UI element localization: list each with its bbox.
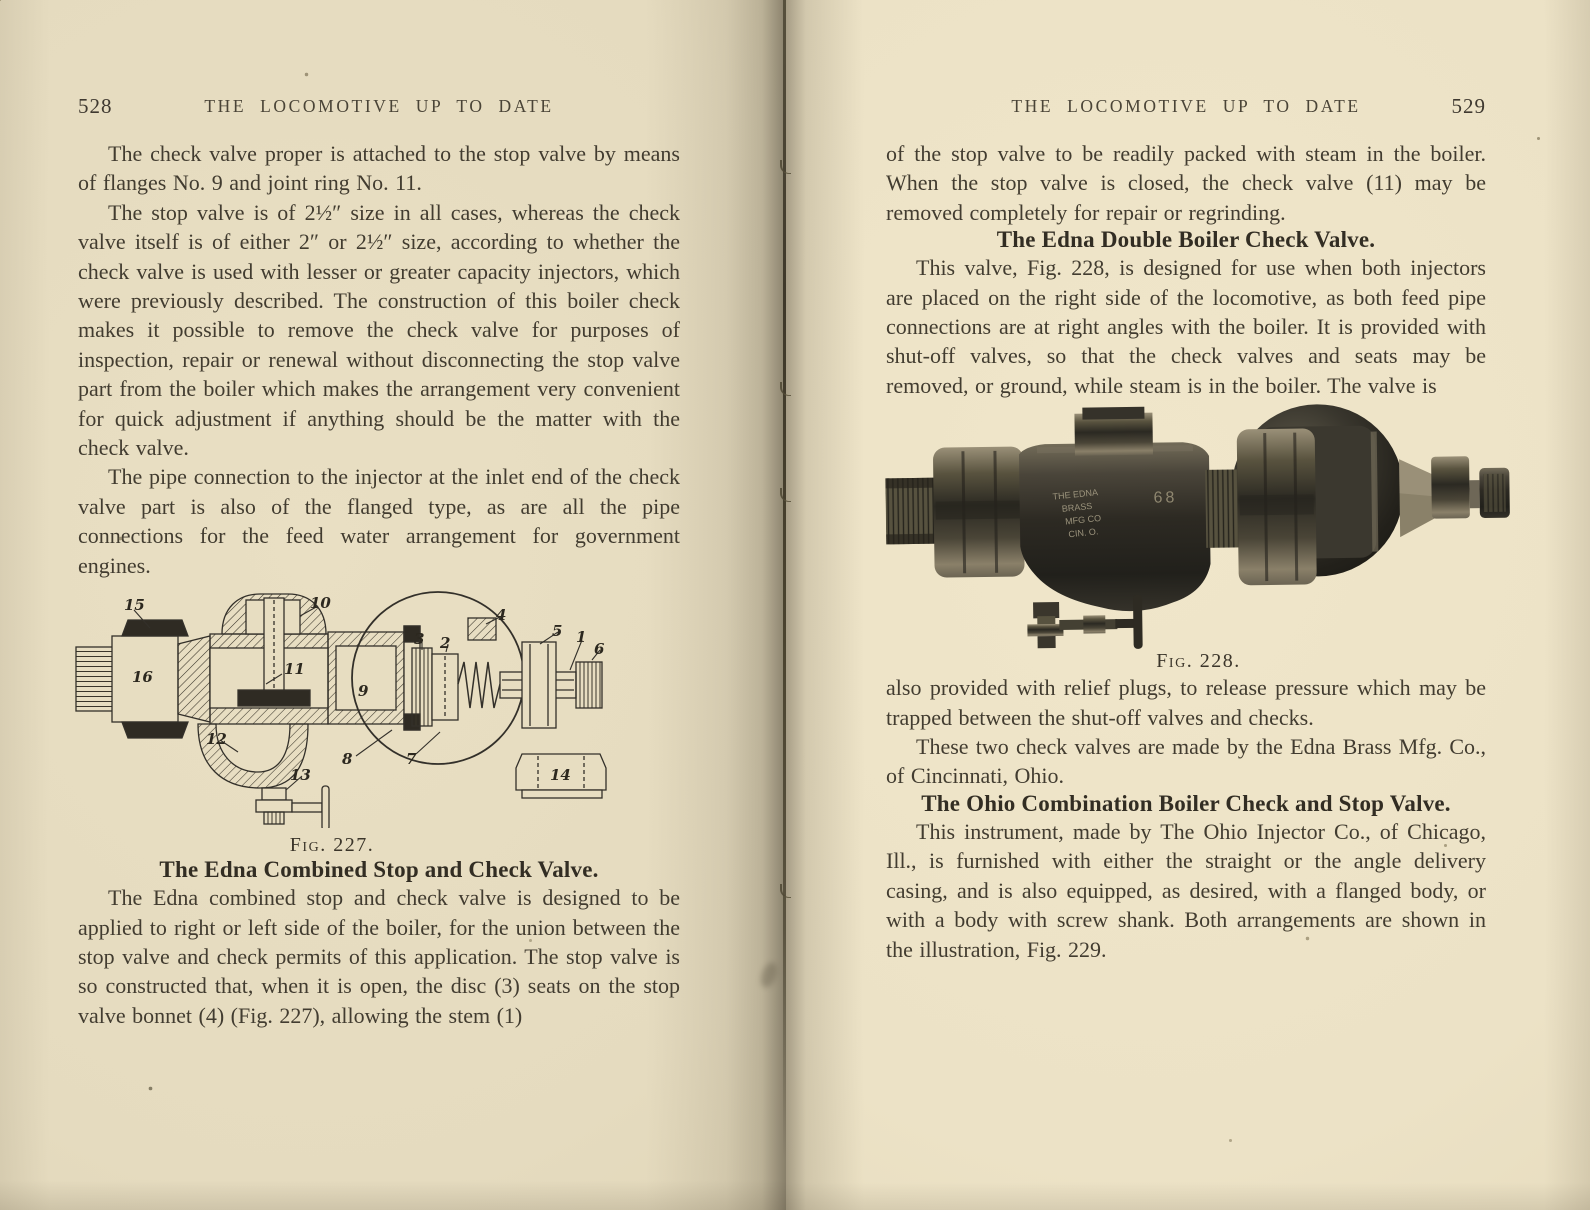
model-number-embossing: 68 — [1153, 489, 1178, 507]
paragraph: The Edna combined stop and check valve is designed to be applied to right or left side of the boiler, for the union between the stop valve and check permits of this application. The stop valve is so constructed that, when it is open, the disc (3) seats on the stop valve bonnet (4) (Fig. 227), allowing the stem (1) — [78, 885, 680, 1028]
text-column-left — [78, 139, 680, 1030]
figure-part-label: 1 — [576, 628, 587, 647]
svg-text:MFG CO: MFG CO — [1064, 513, 1102, 527]
paragraph: This valve, Fig. 228, is designed for use when both injectors are placed on the right side of the locomotive, as both feed pipe connections are at right angles with the boiler. It is provided with shut-off valves, so that the check valves and seats may be removed, or ground, while steam is in the boiler. The valve is — [886, 255, 1486, 398]
figure-part-label: 16 — [132, 668, 153, 687]
paragraph: The check valve proper is attached to the stop valve by means of flanges No. 9 and joint ring No. 11. — [78, 141, 680, 196]
paragraph: These two check valves are made by the Edna Brass Mfg. Co., of Cincinnati, Ohio. — [886, 734, 1486, 789]
figure-part-label: 5 — [552, 622, 563, 641]
text-column-right — [886, 139, 1486, 964]
paragraph: This instrument, made by The Ohio Injector Co., of Chicago, Ill., is furnished with either the straight or the angle delivery casing, and is also equipped, as desired, with a flanged body, or with a body with screw shank. Both arrangements are shown in the illustration, Fig. 229. — [886, 818, 1486, 962]
running-title-right: THE LOCOMOTIVE UP TO DATE — [1011, 96, 1361, 116]
figure-part-label: 8 — [342, 750, 353, 769]
figure-part-label: 9 — [358, 682, 369, 701]
figure-part-label: 6 — [594, 640, 605, 659]
section-heading-ohio-combination: The Ohio Combination Boiler Check and Stop Valve. — [921, 790, 1451, 816]
paragraph: The pipe connection to the injector at the inlet end of the check valve part is also of the flanged type, as are all the pipe connections for the feed water arrangement for government engines. — [78, 464, 680, 578]
paragraph: also provided with relief plugs, to release pressure which may be trapped between the shut-off valves and checks. — [886, 675, 1486, 730]
figure-227-cross-section — [78, 584, 618, 828]
figure-part-label: 14 — [550, 766, 571, 785]
binding-gutter-line — [783, 0, 786, 1160]
figure-part-label: 7 — [406, 750, 417, 769]
figure-part-label: 10 — [310, 594, 331, 613]
figure-part-label: 2 — [440, 634, 451, 653]
page-number-left: 528 — [78, 94, 113, 118]
page-right — [786, 0, 1590, 1210]
figure-part-label: 4 — [496, 606, 507, 625]
figure-part-label: 13 — [290, 766, 311, 785]
svg-text:THE EDNA: THE EDNA — [1052, 487, 1099, 502]
figure-227-labels — [70, 584, 610, 828]
paragraph: The stop valve is of 2½″ size in all cases, whereas the check valve itself is of either 2″ or 2½″ size, according to whether the check valve is used with lesser or greater capacity injectors, which were previously described. The construction of this boiler check makes it possible to remove the check valve for purposes of inspection, repair or renewal without disconnecting the stop valve part from the boiler which makes the arrangement very convenient for quick adjustment if anything should be the matter with the check valve. — [78, 199, 680, 461]
valve-photo-shapes — [884, 402, 1511, 653]
figure-part-label: 12 — [206, 730, 227, 749]
running-title-left: THE LOCOMOTIVE UP TO DATE — [204, 96, 554, 116]
figure-228-photo — [886, 404, 1511, 648]
figure-part-label: 3 — [414, 630, 425, 649]
page-number-right: 529 — [1451, 94, 1486, 118]
page-left — [0, 0, 786, 1210]
svg-text:CIN. O.: CIN. O. — [1067, 526, 1099, 540]
figure-part-label: 15 — [124, 596, 145, 615]
running-header-right — [886, 94, 1486, 120]
paper-specks — [0, 0, 1, 1]
paragraph: of the stop valve to be readily packed with steam in the boiler. When the stop valve is closed, the check valve (11) may be removed completely for repair or regrinding. — [886, 141, 1486, 225]
double-boiler-check-valve-photo — [884, 400, 1512, 654]
section-heading-edna-double: The Edna Double Boiler Check Valve. — [996, 227, 1376, 253]
svg-text:BRASS: BRASS — [1061, 501, 1093, 515]
running-header-left — [78, 94, 680, 120]
figure-227-caption: Fig. 227. — [289, 834, 375, 857]
figure-228-caption: Fig. 228. — [1156, 650, 1241, 673]
figure-part-label: 11 — [284, 660, 305, 679]
section-heading-edna-combined: The Edna Combined Stop and Check Valve. — [159, 857, 599, 883]
